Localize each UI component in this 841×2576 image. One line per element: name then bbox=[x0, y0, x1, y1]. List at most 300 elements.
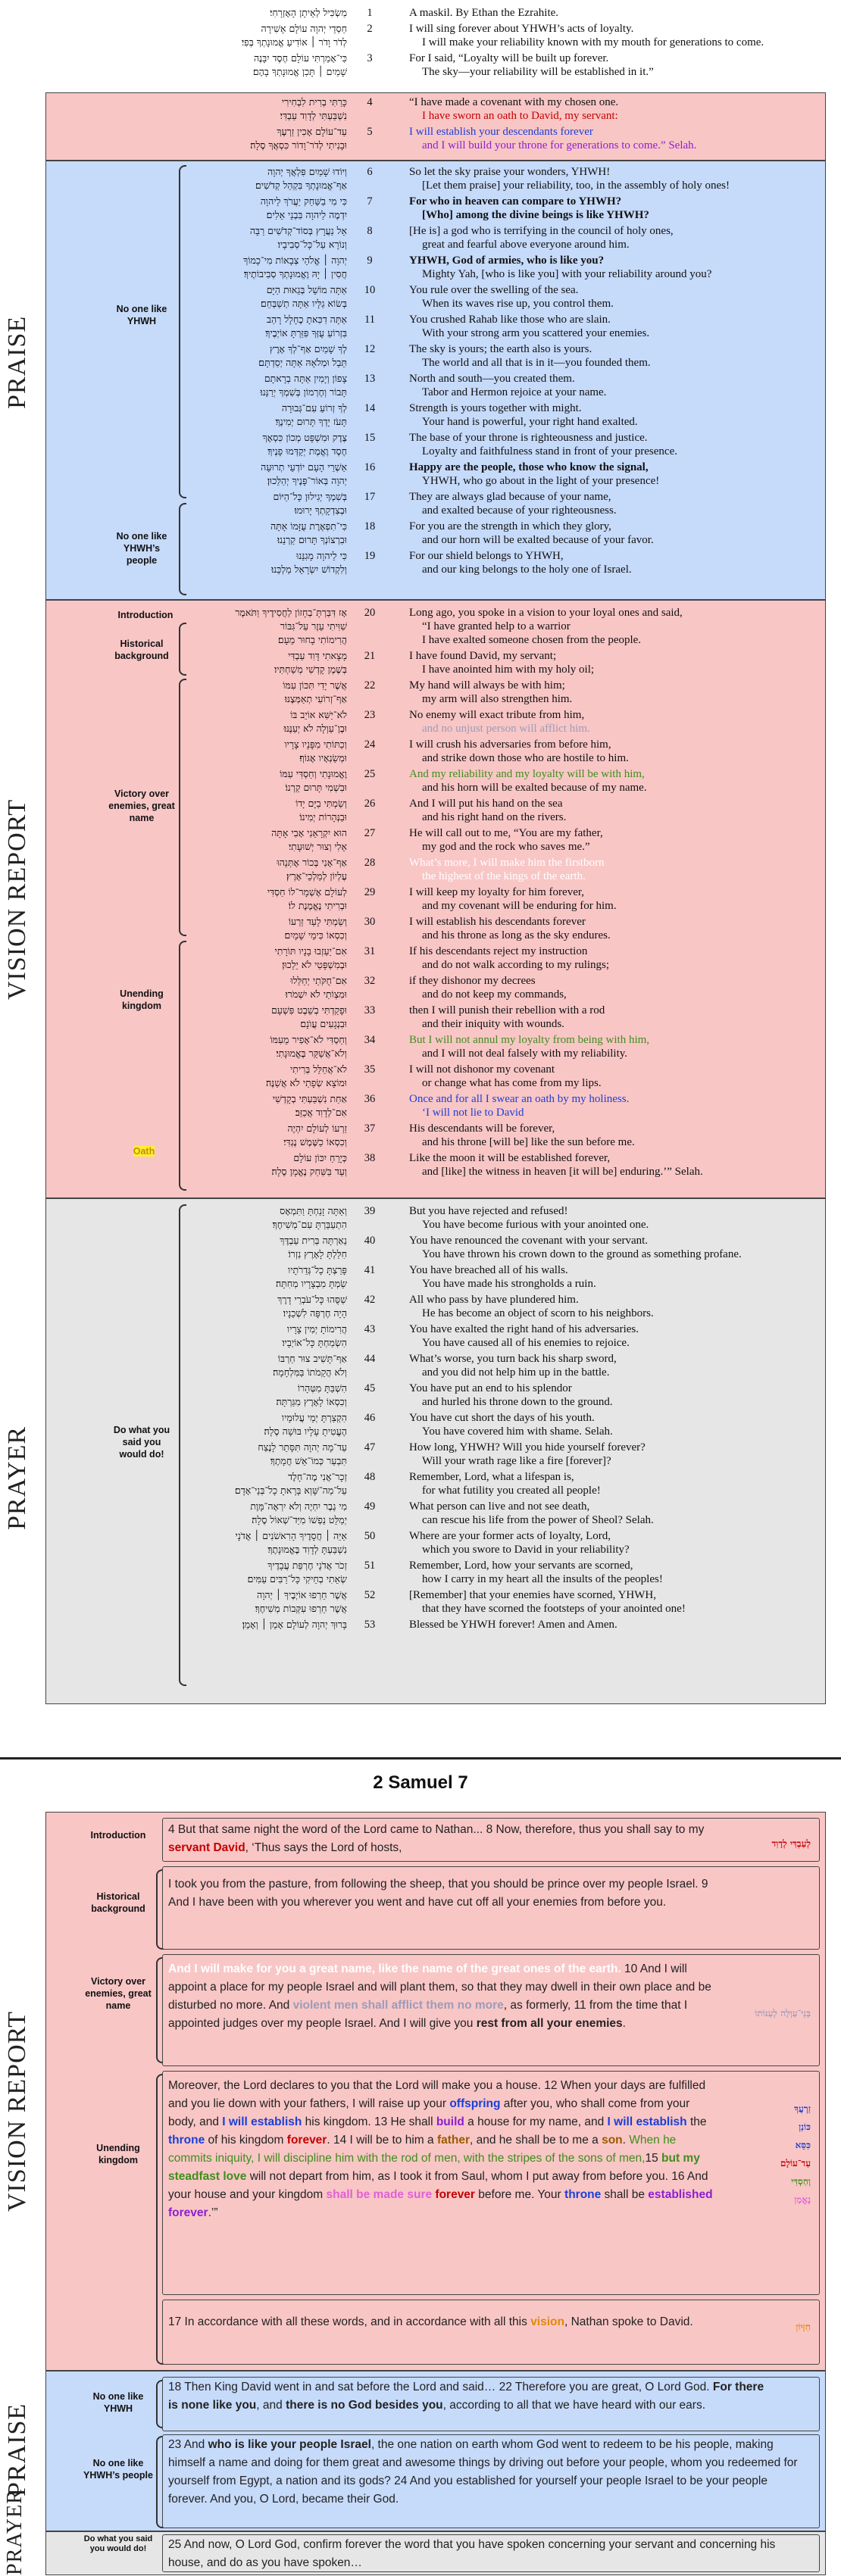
praise-sublabel-2: No one like YHWH’s people bbox=[116, 531, 167, 566]
english-line: and his throne [will be] like the sun before me. bbox=[422, 1136, 635, 1148]
unending-p11: will not depart from him, as I took it from Saul, whom I put away from before you. 16 And your house and your kingdom bbox=[168, 2170, 708, 2201]
verse-number: 48 bbox=[364, 1471, 376, 1483]
verse-number: 14 bbox=[364, 402, 376, 414]
victory-text-d: , as formerly, 11 from the time that I appointed judges over my people Israel. And I will give you bbox=[168, 1999, 688, 2030]
english-line: “I have made a covenant with my chosen one. bbox=[409, 96, 619, 108]
psalm.vision_rows-verse-row bbox=[0, 679, 841, 692]
hebrew-line: צֶדֶק וּמִשְׁפָּט מְכוֹן כִּסְאֶךָ bbox=[262, 432, 347, 443]
psalm.praise_rows-verse-row bbox=[0, 520, 841, 533]
english-line: You rule over the swelling of the sea. bbox=[409, 284, 579, 296]
verse-number: 50 bbox=[364, 1530, 376, 1542]
vision-end-b: , Nathan spoke to David. bbox=[564, 2315, 693, 2328]
psalm.vision_rows-verse-row bbox=[0, 945, 841, 958]
oath-label-text: Oath bbox=[133, 1146, 155, 1157]
verse-number: 22 bbox=[364, 679, 376, 692]
verse-number: 15 bbox=[364, 432, 376, 444]
hebrew-line: שָׁמַיִם ׀ תָּכִן אֱמוּנָתְךָ בָהֶם׃ bbox=[252, 66, 347, 77]
psalm.prayer_rows-verse-row bbox=[0, 1293, 841, 1307]
hebrew-line: שִׁוִּיתִי עֵזֶר עַל־גִּבּוֹר bbox=[280, 620, 347, 632]
verse-number: 41 bbox=[364, 1264, 376, 1276]
unending-p8: , and he shall be to me a bbox=[470, 2134, 602, 2147]
english-line: Long ago, you spoke in a vision to your loyal ones and said, bbox=[409, 607, 683, 619]
hebrew-line: אִם־חֻקֹּתַי יְחַלֵּלוּ bbox=[290, 975, 347, 986]
english-line: But you have rejected and refused! bbox=[409, 1205, 568, 1217]
samuel-sub-unending: Unending kingdom bbox=[96, 2143, 140, 2165]
hebrew-line: אַיֵּה ׀ חֲסָדֶיךָ הָרִאשֹׁנִים ׀ אֲדֹנָי bbox=[235, 1530, 347, 1541]
unending-father: father bbox=[436, 2134, 471, 2147]
psalm.header_rows-verse-row bbox=[0, 65, 841, 79]
english-line: my god and the rock who saves me.” bbox=[422, 841, 590, 853]
prayer-side-label: PRAYER bbox=[3, 1425, 31, 1530]
hebrew-line: וּבָנִיתִי לְדֹר־וָדוֹר כִּסְאֲךָ סֶלָה׃ bbox=[250, 139, 347, 151]
english-line: I will make your reliability known with my mouth for generations to come. bbox=[422, 36, 764, 48]
english-line: Once and for all I swear an oath by my holiness. bbox=[409, 1093, 630, 1105]
samuel-victory-heb: בְּנֵי־עַוְלָה לְעַנּוֹתוֹ bbox=[755, 2008, 811, 2019]
hebrew-line: יְהוָה בְּאוֹר־פָּנֶיךָ יְהַלֵּכוּן׃ bbox=[267, 475, 347, 486]
english-line: I have sworn an oath to David, my servant: bbox=[422, 110, 618, 122]
psalm.praise_rows-verse-row bbox=[0, 461, 841, 474]
english-line: and his horn will be exalted because of my name. bbox=[422, 782, 647, 794]
hebrew-line: אֵלִי וְצוּר יְשׁוּעָתִי׃ bbox=[289, 841, 347, 852]
hebrew-line: אֲשֶׁר יָדִי תִּכּוֹן עִמּוֹ bbox=[283, 679, 347, 691]
hebrew-line: מַשְׂכִּיל לְאֵיתָן הָאֶזְרָחִי׃ bbox=[270, 7, 347, 18]
verse-number: 27 bbox=[364, 827, 376, 839]
unending-p6: of his kingdom bbox=[205, 2134, 287, 2147]
psalm.prayer_rows-verse-row bbox=[0, 1559, 841, 1572]
english-line: and my covenant will be enduring for him. bbox=[422, 900, 617, 912]
english-line: and strike down those who are hostile to him. bbox=[422, 752, 629, 764]
psalm.vision_rows-verse-row bbox=[0, 1135, 841, 1149]
vision-end-a: 17 In accordance with all these words, and in accordance with all this bbox=[168, 2315, 531, 2328]
psalm.vision_rows-verse-row bbox=[0, 988, 841, 1001]
samuel-praise1-text bbox=[168, 2378, 774, 2415]
unending-heb-2: כִּסֵּא bbox=[795, 2140, 811, 2150]
verse-number: 12 bbox=[364, 343, 376, 355]
english-line: With your strong arm you scattered your enemies. bbox=[422, 327, 650, 339]
psalm.vision_rows-verse-row bbox=[0, 1017, 841, 1031]
hebrew-line: אִם־יַעַזְבוּ בָנָיו תּוֹרָתִי bbox=[274, 945, 347, 957]
hebrew-line: הִשְׁבַּתָּ מִטְּהָרוֹ bbox=[297, 1382, 347, 1394]
english-line: I will keep my loyalty for him forever, bbox=[409, 886, 584, 898]
english-line: You crushed Rahab like those who are slain. bbox=[409, 314, 611, 326]
unending-p4: a house for my name, and bbox=[464, 2115, 608, 2128]
psalm.vision_rows-verse-row bbox=[0, 856, 841, 870]
unending-build: build bbox=[436, 2115, 464, 2128]
samuel-intro-text bbox=[168, 1821, 714, 1857]
english-line: If his descendants reject my instruction bbox=[409, 945, 588, 957]
hebrew-line: הִקְצַרְתָּ יְמֵי עֲלוּמָיו bbox=[281, 1412, 347, 1423]
verse-number: 4 bbox=[367, 96, 373, 108]
psalm.vision_rows-verse-row bbox=[0, 958, 841, 972]
psalm.vision_rows-verse-row bbox=[0, 974, 841, 988]
hebrew-line: שַׁסֻּהוּ כָּל־עֹבְרֵי דָרֶךְ bbox=[277, 1294, 347, 1305]
english-line: What’s worse, you turn back his sharp sword, bbox=[409, 1353, 617, 1365]
vision-sub-hist: Historical background bbox=[114, 639, 169, 661]
english-line: For you are the strength in which they glory, bbox=[409, 520, 611, 532]
english-line: [He is] a god who is terrifying in the council of holy ones, bbox=[409, 225, 674, 237]
unending-p3: his kingdom. 13 He shall bbox=[302, 2115, 436, 2128]
verse-number: 1 bbox=[367, 7, 373, 19]
verse-number: 8 bbox=[367, 225, 373, 237]
psalm.vision_rows-verse-row bbox=[0, 1106, 841, 1119]
samuel-praise2-text bbox=[168, 2436, 805, 2509]
psalm.praise_rows-verse-row bbox=[0, 431, 841, 445]
hebrew-line: הִתְעַבַּרְתָּ עִם־מְשִׁיחֶךָ׃ bbox=[272, 1219, 347, 1230]
hebrew-line: וּמִצְוֹתַי לֹא יִשְׁמֹרוּ׃ bbox=[285, 988, 347, 1000]
victory-rest: rest from all your enemies bbox=[476, 2017, 623, 2030]
hebrew-line: וְכִסְאוֹ כִּימֵי שָׁמָיִם׃ bbox=[284, 929, 347, 941]
unending-establish-1: I will establish bbox=[222, 2115, 302, 2128]
english-line: I will establish his descendants forever bbox=[409, 916, 586, 928]
psalm.vision_rows-verse-row bbox=[0, 708, 841, 722]
hebrew-line: וּבְרִיתִי נֶאֱמֶנֶת לוֹ׃ bbox=[288, 900, 347, 911]
psalm.prayer_rows-verse-row bbox=[0, 1543, 841, 1557]
hebrew-line: וּבֶן־עַוְלָה לֹא יְעַנֶּנּוּ׃ bbox=[283, 723, 347, 734]
psalm.vision_rows-verse-row bbox=[0, 1004, 841, 1017]
hebrew-line: וּמוֹצָא שְׂפָתַי לֹא אֲשַׁנֶּה׃ bbox=[265, 1077, 347, 1088]
psalm.prayer_rows-verse-row bbox=[0, 1572, 841, 1586]
english-line: And my reliability and my loyalty will be with him, bbox=[409, 768, 645, 780]
hebrew-line: כִּי לַיהוָה מָגִנֵּנוּ bbox=[296, 550, 347, 561]
intro-text-a: 4 But that same night the word of the Lord came to Nathan... 8 Now, therefore, thus you shall say to my bbox=[168, 1823, 705, 1836]
hebrew-line: נֵאַרְתָּה בְּרִית עַבְדֶּךָ bbox=[280, 1235, 347, 1246]
psalm.prayer_rows-verse-row bbox=[0, 1263, 841, 1277]
psalm.vision_rows-verse-row bbox=[0, 663, 841, 676]
verse-number: 32 bbox=[364, 975, 376, 987]
psalm.prayer_rows-verse-row bbox=[0, 1470, 841, 1484]
verse-number: 43 bbox=[364, 1323, 376, 1335]
section-divider bbox=[0, 1757, 841, 1759]
psalm.praise_rows-verse-row bbox=[0, 415, 841, 429]
verse-number: 3 bbox=[367, 52, 373, 64]
hebrew-line: וְחַסְדִּי לֹא־אָפִיר מֵעִמּוֹ bbox=[270, 1034, 347, 1045]
hebrew-line: וּבִנְגָעִים עֲוֺנָם׃ bbox=[300, 1018, 347, 1029]
hebrew-line: וְכִסְאוֹ לָאָרֶץ מִגַּרְתָּה׃ bbox=[276, 1396, 347, 1407]
english-line: great and fearful above everyone around him. bbox=[422, 239, 630, 251]
praise1-a: 18 Then King David went in and sat before the Lord and said… 22 Therefore you are great, O Lord God. bbox=[168, 2381, 713, 2393]
hebrew-line: חַסְדֵי יְהוָה עוֹלָם אָשִׁירָה bbox=[261, 23, 347, 34]
psalm.oath_rows-verse-row bbox=[0, 139, 841, 152]
english-line: You have thrown his crown down to the ground as something profane. bbox=[422, 1248, 742, 1260]
hebrew-line: הָיָה חֶרְפָּה לִשְׁכֵנָיו׃ bbox=[283, 1307, 347, 1319]
english-line: then I will punish their rebellion with a rod bbox=[409, 1004, 605, 1016]
english-line: You have put an end to his splendor bbox=[409, 1382, 572, 1394]
verse-number: 28 bbox=[364, 857, 376, 869]
hebrew-line: הִשְׂמַחְתָּ כָּל־אוֹיְבָיו׃ bbox=[282, 1337, 347, 1348]
hebrew-line: לְעוֹלָם אֶשְׁמָר־לוֹ חַסְדִּי bbox=[267, 886, 347, 898]
unending-p1: Moreover, the Lord declares to you that the Lord will make you a house. 12 When your days are fulfilled and you lie down with your fathers, I will raise up your bbox=[168, 2079, 706, 2110]
english-line: Like the moon it will be established forever, bbox=[409, 1152, 611, 1164]
psalm.prayer_rows-verse-row bbox=[0, 1513, 841, 1527]
english-line: A maskil. By Ethan the Ezrahite. bbox=[409, 7, 559, 19]
hebrew-line: לְךָ שָׁמַיִם אַף־לְךָ אָרֶץ bbox=[269, 343, 347, 354]
psalm.header_rows-verse-row bbox=[0, 22, 841, 36]
hebrew-line: וּבַנְּהָרוֹת יְמִינוֹ׃ bbox=[299, 811, 347, 823]
psalm.vision_rows-verse-row bbox=[0, 1122, 841, 1135]
verse-number: 11 bbox=[364, 314, 375, 326]
unending-p2: after you, who shall come from your body, and bbox=[168, 2097, 690, 2128]
english-line: and you did not help him up in the battle. bbox=[422, 1366, 610, 1379]
psalm.prayer_rows-verse-row bbox=[0, 1307, 841, 1320]
english-line: ‘I will not lie to David bbox=[422, 1107, 524, 1119]
english-line: Blessed be YHWH forever! Amen and Amen. bbox=[409, 1619, 617, 1631]
vision-end-vision: vision bbox=[530, 2315, 564, 2328]
english-line: Tabor and Hermon rejoice at your name. bbox=[422, 386, 607, 398]
samuel-vision-side-label: VISION REPORT bbox=[3, 2010, 31, 2212]
psalm.vision_rows-verse-row bbox=[0, 692, 841, 706]
unending-p13: before me. Your bbox=[474, 2188, 565, 2201]
hebrew-line: אַתָּה מוֹשֵׁל בְּגֵאוּת הַיָּם bbox=[266, 284, 347, 295]
english-line: my arm will also strengthen him. bbox=[422, 693, 573, 705]
verse-number: 10 bbox=[364, 284, 376, 296]
hebrew-line: אִם־לְדָוִד אֲכַזֵּב׃ bbox=[295, 1107, 347, 1118]
unending-discipline: When he commits iniquity, I will discipline him with the rod of men, with the stripes of the sons of men, bbox=[168, 2134, 677, 2165]
english-line: My hand will always be with him; bbox=[409, 679, 565, 692]
verse-number: 26 bbox=[364, 798, 376, 810]
english-line: You have cut short the days of his youth. bbox=[409, 1412, 595, 1424]
hebrew-line: וְכַתּוֹתִי מִפָּנָיו צָרָיו bbox=[284, 738, 347, 750]
english-line: that they have scorned the footsteps of your anointed one! bbox=[422, 1603, 686, 1615]
verse-number: 24 bbox=[364, 738, 376, 751]
hebrew-line: אַתָּה דִכִּאתָ כֶחָלָל רָהַב bbox=[266, 314, 347, 325]
english-line: For I said, “Loyalty will be built up forever. bbox=[409, 52, 609, 64]
samuel-sub-prayer: Do what you said you would do! bbox=[83, 2534, 153, 2553]
verse-number: 39 bbox=[364, 1205, 376, 1217]
hebrew-line: חִלַּלְתָּ לָאָרֶץ נִזְרוֹ׃ bbox=[288, 1248, 347, 1260]
hebrew-line: צָפוֹן וְיָמִין אַתָּה בְרָאתָם bbox=[264, 373, 347, 384]
english-line: All who pass by have plundered him. bbox=[409, 1294, 579, 1306]
praise-sublabel-1: No one like YHWH bbox=[116, 304, 167, 326]
psalm.vision_rows-verse-row bbox=[0, 1151, 841, 1165]
hebrew-line: כְּיָרֵחַ יִכּוֹן עוֹלָם bbox=[293, 1152, 347, 1163]
unending-p9: . bbox=[622, 2134, 630, 2147]
samuel-sub-praise1: No one like YHWH bbox=[92, 2391, 144, 2414]
psalm.prayer_rows-verse-row bbox=[0, 1588, 841, 1602]
english-line: You have become furious with your anointed one. bbox=[422, 1219, 649, 1231]
praise2-who-is-like: who is like your people Israel bbox=[208, 2438, 371, 2451]
hebrew-line: וּמְשַׂנְאָיו אֶגּוֹף׃ bbox=[299, 752, 347, 763]
psalm.header_rows-verse-row bbox=[0, 52, 841, 65]
english-line: No enemy will exact tribute from him, bbox=[409, 709, 585, 721]
hebrew-line: כָּרַתִּי בְרִית לִבְחִירִי bbox=[281, 96, 347, 108]
psalm.praise_rows-verse-row bbox=[0, 356, 841, 370]
english-line: Will your wrath rage like a fire [forever]? bbox=[422, 1455, 611, 1467]
english-line: if they dishonor my decrees bbox=[409, 975, 536, 987]
psalm.vision_rows-verse-row bbox=[0, 915, 841, 929]
hebrew-line: כִּי־תִפְאֶרֶת עֻזָּמוֹ אָתָּה bbox=[270, 520, 347, 532]
psalm.praise_rows-verse-row bbox=[0, 504, 841, 517]
samuel-victory-text bbox=[168, 1960, 714, 2033]
hebrew-line: וְעֵד בַּשַּׁחַק נֶאֱמָן סֶלָה׃ bbox=[271, 1166, 347, 1177]
hebrew-line: עַד־עוֹלָם אָכִין זַרְעֶךָ bbox=[277, 126, 347, 137]
psalm.prayer_rows-verse-row bbox=[0, 1382, 841, 1395]
psalm.prayer_rows-verse-row bbox=[0, 1441, 841, 1454]
english-line: The base of your throne is righteousness and justice. bbox=[409, 432, 648, 444]
psalm.prayer_rows-verse-row bbox=[0, 1529, 841, 1543]
unending-heb-1: כּוֹנַן bbox=[799, 2122, 811, 2132]
samuel-sub-hist: Historical background bbox=[91, 1891, 145, 1914]
english-line: Happy are the people, those who know the signal, bbox=[409, 461, 649, 473]
psalm.praise_rows-verse-row bbox=[0, 254, 841, 267]
english-line: and our horn will be exalted because of your favor. bbox=[422, 534, 654, 546]
psalm.prayer_rows-verse-row bbox=[0, 1395, 841, 1409]
verse-number: 45 bbox=[364, 1382, 376, 1394]
hebrew-line: וְלִקְדוֹשׁ יִשְׂרָאֵל מַלְכֵּנוּ׃ bbox=[271, 564, 347, 575]
verse-number: 13 bbox=[364, 373, 376, 385]
victory-text-b: 10 And I will appoint a place for my people Israel and will plant them, so that they may dwell in their own place and be disturbed no more. And bbox=[168, 1962, 711, 2012]
hebrew-line: עַל־מַה־שָּׁוְא בָּרָאתָ כָל־בְּנֵי־אָדָם׃ bbox=[234, 1485, 347, 1496]
samuel-sub-victory: Victory over enemies, great name bbox=[85, 1976, 152, 2011]
praise-side-label: PRAISE bbox=[3, 315, 31, 409]
verse-number: 18 bbox=[364, 520, 376, 532]
psalm.prayer_rows-verse-row bbox=[0, 1247, 841, 1261]
hebrew-line: וְכִסְאוֹ כַשֶּׁמֶשׁ נֶגְדִּי׃ bbox=[283, 1136, 347, 1147]
samuel-hist-text: I took you from the pasture, from following the sheep, that you should be prince over my people Israel. 9 And I have been with you wherever you went and have cut off all your enemies from before you. bbox=[168, 1878, 708, 1909]
english-line: And I will put his hand on the sea bbox=[409, 798, 563, 810]
psalm.vision_rows-verse-row bbox=[0, 840, 841, 854]
hebrew-line: יִדְמֶה לַיהוָה בִּבְנֵי אֵלִים׃ bbox=[266, 209, 347, 220]
psalm.vision_rows-verse-row bbox=[0, 810, 841, 824]
psalm.vision_rows-verse-row bbox=[0, 633, 841, 647]
praise1-no-god: there is no God besides you bbox=[286, 2399, 443, 2412]
psalm.vision_rows-verse-row bbox=[0, 738, 841, 751]
english-line: I have exalted someone chosen from the people. bbox=[422, 634, 642, 646]
psalm.praise_rows-verse-row bbox=[0, 326, 841, 340]
samuel-prayer-text: 25 And now, O Lord God, confirm forever the word that you have spoken concerning your servant and concerning his house, and do as you have spoken… bbox=[168, 2538, 776, 2569]
psalm.prayer_rows-verse-row bbox=[0, 1218, 841, 1232]
verse-number: 35 bbox=[364, 1063, 376, 1076]
hebrew-line: וְיוֹדוּ שָׁמַיִם פִּלְאֲךָ יְהוָה bbox=[267, 166, 347, 177]
hebrew-line: שְׂאֵתִי בְחֵיקִי כָּל־רַבִּים עַמִּים׃ bbox=[247, 1573, 347, 1585]
psalm.prayer_rows-verse-row bbox=[0, 1411, 841, 1425]
vision-sub-intro: Introduction bbox=[117, 610, 174, 620]
hebrew-line: פָּרַצְתָּ כָל־גְּדֵרֹתָיו bbox=[288, 1264, 347, 1276]
english-line: and do not keep my commands, bbox=[422, 988, 567, 1001]
psalm.vision_rows-verse-row bbox=[0, 751, 841, 765]
hebrew-line: וֶאֱמוּנָתִי וְחַסְדִּי עִמּוֹ bbox=[280, 768, 347, 779]
victory-great-name: And I will make for you a great name, like the name of the great ones of the earth. bbox=[168, 1962, 621, 1975]
hebrew-line: עֶלְיוֹן לְמַלְכֵי־אָרֶץ׃ bbox=[286, 870, 347, 882]
psalm.vision_rows-verse-row bbox=[0, 885, 841, 899]
english-line: Remember, Lord, what a lifespan is, bbox=[409, 1471, 574, 1483]
verse-number: 40 bbox=[364, 1235, 376, 1247]
hebrew-line: לְדֹר וָדֹר ׀ אוֹדִיעַ אֱמוּנָתְךָ בְּפִי׃ bbox=[241, 36, 347, 48]
samuel-unending-text bbox=[168, 2077, 714, 2222]
samuel-vision-end-heb: חִזָּיוֹן bbox=[796, 2322, 811, 2332]
hebrew-line: מָצָאתִי דָּוִד עַבְדִּי bbox=[288, 650, 347, 661]
praise1-none-like-you: For there is none like you bbox=[168, 2381, 764, 2412]
psalm.prayer_rows-verse-row bbox=[0, 1484, 841, 1497]
hebrew-line: וּבְמִשְׁפָּטַי לֹא יֵלֵכוּן׃ bbox=[282, 959, 347, 970]
hebrew-line: בִּזְרוֹעַ עֻזְּךָ פִּזַּרְתָּ אוֹיְבֶיךָ׃ bbox=[265, 327, 347, 339]
hebrew-line: יְמַלֵּט נַפְשׁוֹ מִיַּד־שְׁאוֹל סֶלָה׃ bbox=[252, 1514, 347, 1525]
english-line: [Let them praise] your reliability, too, in the assembly of holy ones! bbox=[422, 180, 730, 192]
hebrew-line: אָז דִּבַּרְתָּ־בְחָזוֹן לַחֲסִידֶיךָ וַתֹּאמֶר bbox=[235, 607, 347, 618]
psalm.vision_rows-verse-row bbox=[0, 620, 841, 633]
english-line: how I carry in my heart all the insults of the peoples! bbox=[422, 1573, 663, 1585]
psalm.praise_rows-verse-row bbox=[0, 490, 841, 504]
verse-number: 2 bbox=[367, 23, 373, 35]
english-line: So let the sky praise your wonders, YHWH! bbox=[409, 166, 611, 178]
verse-number: 16 bbox=[364, 461, 376, 473]
verse-number: 38 bbox=[364, 1152, 376, 1164]
hebrew-line: אַף־תָּשִׁיב צוּר חַרְבּוֹ bbox=[277, 1353, 347, 1364]
verse-number: 36 bbox=[364, 1093, 376, 1105]
hebrew-line: אַף־אֱמוּנָתְךָ בִּקְהַל קְדֹשִׁים׃ bbox=[255, 180, 347, 191]
unending-heb-5: נֶאֱמָן bbox=[794, 2194, 811, 2205]
english-line: and exalted because of your righteousness. bbox=[422, 504, 617, 517]
psalm.praise_rows-verse-row bbox=[0, 267, 841, 281]
psalm.prayer_rows-verse-row bbox=[0, 1366, 841, 1379]
hebrew-line: חֲסִין ׀ יָהּ וֶאֱמוּנָתְךָ סְבִיבוֹתֶיךָ׃ bbox=[243, 268, 347, 279]
english-line: can rescue his life from the power of Sheol? Selah. bbox=[422, 1514, 654, 1526]
intro-servant-david: servant David bbox=[168, 1841, 245, 1854]
english-line: for what futility you created all people! bbox=[422, 1485, 601, 1497]
psalm.header_rows-verse-row bbox=[0, 6, 841, 20]
english-line: Where are your former acts of loyalty, Lord, bbox=[409, 1530, 611, 1542]
hebrew-line: עַד־מָה יְהוָה תִּסָּתֵר לָנֶצַח bbox=[258, 1441, 347, 1453]
hebrew-line: הֶעֱטִיתָ עָלָיו בּוּשָׁה סֶלָה׃ bbox=[264, 1425, 347, 1437]
english-line: For who in heaven can compare to YHWH? bbox=[409, 195, 622, 208]
samuel-sub-praise2: No one like YHWH’s people bbox=[83, 2458, 153, 2481]
unending-establish-2: I will establish bbox=[607, 2115, 687, 2128]
psalm.vision_rows-verse-row bbox=[0, 826, 841, 840]
psalm.vision_rows-verse-row bbox=[0, 1092, 841, 1106]
english-line: You have exalted the right hand of his adversaries. bbox=[409, 1323, 639, 1335]
intro-text-c: , ‘Thus says the Lord of hosts, bbox=[245, 1841, 402, 1854]
hebrew-line: יְהוָה ׀ אֱלֹהֵי צְבָאוֹת מִי־כָמוֹךָ bbox=[243, 254, 347, 266]
psalm.vision_rows-verse-row bbox=[0, 1033, 841, 1047]
english-line: [Remember] that your enemies have scorned, YHWH, bbox=[409, 1589, 656, 1601]
vision-sub-victory: Victory over enemies, great name bbox=[108, 788, 175, 823]
hebrew-line: זְכֹר אֲדֹנָי חֶרְפַּת עֲבָדֶיךָ bbox=[267, 1560, 347, 1571]
psalm.oath_rows-verse-row bbox=[0, 95, 841, 109]
hebrew-line: וּפָקַדְתִּי בְשֵׁבֶט פִּשְׁעָם bbox=[270, 1004, 347, 1016]
verse-number: 47 bbox=[364, 1441, 376, 1453]
hebrew-line: הֲרִימוֹתָ יְמִין צָרָיו bbox=[286, 1323, 347, 1335]
hebrew-line: זְכָר־אֲנִי מֶה־חָלֶד bbox=[288, 1471, 347, 1482]
psalm.praise_rows-verse-row bbox=[0, 165, 841, 179]
english-line: What person can live and not see death, bbox=[409, 1500, 590, 1513]
verse-number: 31 bbox=[364, 945, 376, 957]
english-line: North and south—you created them. bbox=[409, 373, 575, 385]
psalm.oath_rows-verse-row bbox=[0, 109, 841, 123]
samuel-vision-end-text bbox=[168, 2313, 714, 2331]
psalm.praise_rows-verse-row bbox=[0, 238, 841, 251]
psalm.prayer_rows-verse-row bbox=[0, 1454, 841, 1468]
vision-side-label: VISION REPORT bbox=[3, 798, 31, 1000]
psalm.prayer_rows-verse-row bbox=[0, 1204, 841, 1218]
english-line: and his throne as long as the sky endures. bbox=[422, 929, 611, 941]
english-line: YHWH, who go about in the light of your presence! bbox=[422, 475, 660, 487]
verse-number: 44 bbox=[364, 1353, 376, 1365]
english-line: He will call out to me, “You are my father, bbox=[409, 827, 603, 839]
english-line: The world and all that is in it—you founded them. bbox=[422, 357, 651, 369]
psalm.prayer_rows-verse-row bbox=[0, 1602, 841, 1616]
victory-violent-men: violent men shall afflict them no more bbox=[292, 1999, 504, 2012]
unending-p10: 15 bbox=[645, 2152, 662, 2165]
psalm.header_rows-verse-row bbox=[0, 36, 841, 49]
english-line: For our shield belongs to YHWH, bbox=[409, 550, 564, 562]
hebrew-line: תִּבְעַר כְּמוֹ־אֵשׁ חֲמָתֶךָ׃ bbox=[270, 1455, 347, 1466]
verse-number: 25 bbox=[364, 768, 376, 780]
verse-number: 21 bbox=[364, 650, 376, 662]
samuel-prayer-side-label: PRAYER bbox=[3, 2489, 27, 2575]
hebrew-line: לֹא־יַשִּׁא אוֹיֵב בּוֹ bbox=[290, 709, 347, 720]
english-line: or change what has come from my lips. bbox=[422, 1077, 602, 1089]
psalm.praise_rows-verse-row bbox=[0, 549, 841, 563]
verse-number: 46 bbox=[364, 1412, 376, 1424]
